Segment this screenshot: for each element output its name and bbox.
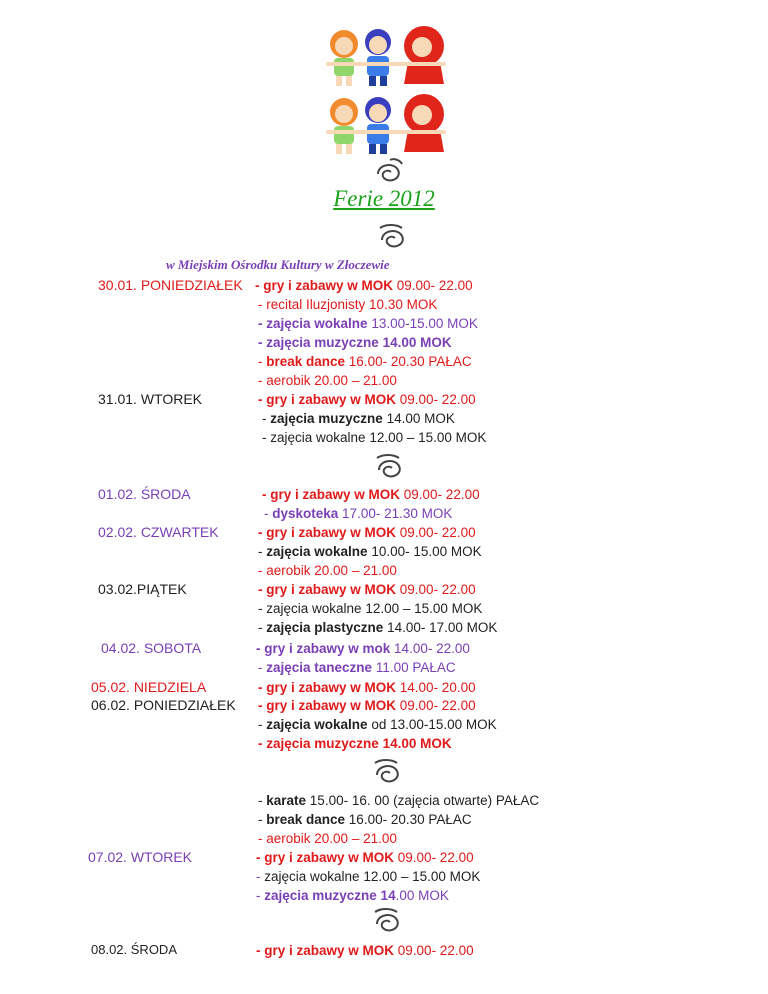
event-line: - gry i zabawy w MOK 09.00- 22.00 bbox=[258, 392, 476, 407]
event-line: - gry i zabawy w MOK 09.00- 22.00 bbox=[255, 278, 473, 293]
event-line: - gry i zabawy w MOK 09.00- 22.00 bbox=[258, 698, 476, 713]
event-line: - gry i zabawy w MOK 09.00- 22.00 bbox=[256, 943, 474, 958]
event-line: - zajęcia wokalne od 13.00-15.00 MOK bbox=[258, 717, 497, 732]
event-line: - zajęcia muzyczne 14.00 MOK bbox=[258, 335, 452, 350]
event-line: - gry i zabawy w MOK 14.00- 20.00 bbox=[258, 680, 476, 695]
kid-orange-bottom bbox=[330, 98, 358, 154]
swirl-divider-icon bbox=[372, 156, 406, 186]
day-label: 07.02. WTOREK bbox=[88, 849, 193, 865]
event-line: - zajęcia wokalne 13.00-15.00 MOK bbox=[258, 316, 478, 331]
day-label: 03.02.PIĄTEK bbox=[98, 581, 187, 597]
event-line: - karate 15.00- 16. 00 (zajęcia otwarte) PAŁAC bbox=[258, 793, 540, 808]
event-line: - zajęcia wokalne 12.00 – 15.00 MOK bbox=[258, 601, 483, 616]
day-label: 06.02. PONIEDZIAŁEK bbox=[91, 697, 236, 713]
page-subtitle: w Miejskim Ośrodku Kultury w Złoczewie bbox=[166, 257, 390, 272]
kid-blue-top bbox=[365, 29, 391, 86]
event-line: - recital Iluzjonisty 10.30 MOK bbox=[258, 297, 438, 312]
swirl-divider-icon bbox=[376, 222, 410, 252]
event-line: - aerobik 20.00 – 21.00 bbox=[258, 563, 397, 578]
event-line: - zajęcia taneczne 11.00 PAŁAC bbox=[258, 660, 456, 675]
event-line: - zajęcia wokalne 12.00 – 15.00 MOK bbox=[256, 869, 481, 884]
event-line: - aerobik 20.00 – 21.00 bbox=[258, 373, 397, 388]
day-label: 05.02. NIEDZIELA bbox=[91, 679, 207, 695]
event-line: - break dance 16.00- 20.30 PAŁAC bbox=[258, 812, 472, 827]
swirl-divider-icon bbox=[371, 906, 405, 936]
event-line: - aerobik 20.00 – 21.00 bbox=[258, 831, 397, 846]
day-label: 02.02. CZWARTEK bbox=[98, 524, 219, 540]
page-title: Ferie 2012 bbox=[333, 186, 435, 211]
event-line: - dyskoteka 17.00- 21.30 MOK bbox=[264, 506, 453, 521]
event-line: - zajęcia plastyczne 14.00- 17.00 MOK bbox=[258, 620, 498, 635]
event-line: - zajęcia wokalne 10.00- 15.00 MOK bbox=[258, 544, 482, 559]
kid-blue-bottom bbox=[365, 97, 391, 154]
event-line: - gry i zabawy w MOK 09.00- 22.00 bbox=[262, 487, 480, 502]
event-line: - zajęcia muzyczne 14.00 MOK bbox=[262, 411, 455, 426]
event-line: - gry i zabawy w MOK 09.00- 22.00 bbox=[256, 850, 474, 865]
event-line: - zajęcia wokalne 12.00 – 15.00 MOK bbox=[262, 430, 487, 445]
event-line: - zajęcia muzyczne 14.00 MOK bbox=[258, 736, 452, 751]
day-label: 08.02. ŚRODA bbox=[91, 942, 177, 957]
day-label: 01.02. ŚRODA bbox=[98, 486, 191, 502]
day-label: 30.01. PONIEDZIAŁEK bbox=[98, 277, 243, 293]
event-line: - gry i zabawy w mok 14.00- 22.00 bbox=[256, 641, 470, 656]
swirl-divider-icon bbox=[373, 452, 407, 482]
kids-holding-hands-icon bbox=[318, 22, 460, 158]
event-line: - gry i zabawy w MOK 09.00- 22.00 bbox=[258, 525, 476, 540]
kid-orange-top bbox=[330, 30, 358, 86]
swirl-divider-icon bbox=[371, 757, 405, 787]
day-label: 31.01. WTOREK bbox=[98, 391, 203, 407]
event-line: - break dance 16.00- 20.30 PAŁAC bbox=[258, 354, 472, 369]
event-line: - gry i zabawy w MOK 09.00- 22.00 bbox=[258, 582, 476, 597]
day-label: 04.02. SOBOTA bbox=[101, 640, 202, 656]
event-line: - zajęcia muzyczne 14.00 MOK bbox=[256, 888, 449, 903]
